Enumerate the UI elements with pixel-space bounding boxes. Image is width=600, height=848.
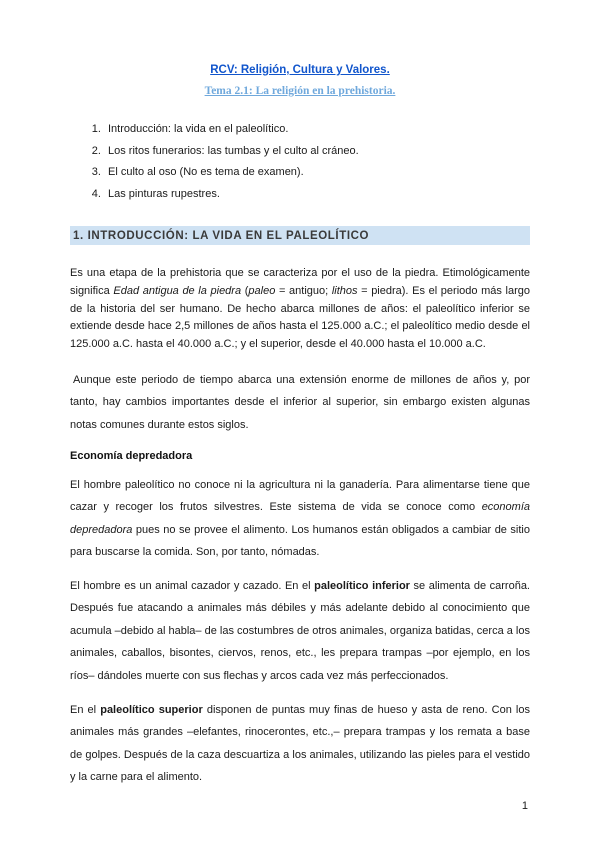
outline-item-2: 2. Los ritos funerarios: las tumbas y el culto al cráneo.	[104, 145, 530, 157]
document-subtitle: Tema 2.1: La religión en la prehistoria.	[204, 85, 396, 97]
paragraph-paleolitico-inferior: El hombre es un animal cazador y cazado. En el paleolítico inferior se alimenta de carroña. Después fue atacando a animales más débiles y más adelante debido al conocimiento que acumula –debido al habla– de las costumbres de otros animales, organiza batidas, cerca a los animales, caballos, bisontes, ciervos, renos, etc., les prepara trampas –por ejemplo, en los ríos– dándoles muerte con sus flechas y arcos cada vez más perfeccionados.	[70, 579, 530, 682]
outline-item-4: 4. Las pinturas rupestres.	[104, 188, 530, 200]
paragraph-economia-1: El hombre paleolítico no conoce ni la agricultura ni la ganadería. Para alimentarse tiene que cazar y recoger los frutos silvestres. Este sistema de vida se conoce como economía depredadora pues no se provee el alimento. Los humanos están obligados a cambiar de sitio para buscarse la comida. Son, por tanto, nómadas.	[70, 478, 530, 559]
paragraph-intro: Es una etapa de la prehistoria que se caracteriza por el uso de la piedra. Etimológicamente significa Edad antigua de la piedra (paleo = antiguo; lithos = piedra). Es el periodo más largo de la historia del ser humano. De hecho abarca millones de años: el paleolítico inferior se extiende desde hace 2,5 millones de años hasta el 125.000 a.C.; el paleolítico medio desde el 125.000 a.C. hasta el 40.000 a.C.; y el superior, desde el 40.000 hasta el 10.000 a.C.	[70, 266, 531, 351]
outline-item-1: 1. Introducción: la vida en el paleolítico.	[104, 123, 530, 135]
document-title: RCV: Religión, Cultura y Valores.	[210, 64, 390, 76]
outline-item-3: 3. El culto al oso (No es tema de examen).	[104, 166, 530, 178]
outline-list	[88, 123, 530, 200]
section-heading: 1. INTRODUCCIÓN: LA VIDA EN EL PALEOLÍTICO	[70, 226, 530, 245]
page-number: 1	[521, 800, 528, 812]
paragraph-period-overview: Aunque este periodo de tiempo abarca una extensión enorme de millones de años y, por tanto, hay cambios importantes desde el inferior al superior, sin embargo existen algunas notas comunes durante estos siglos.	[70, 373, 530, 432]
paragraph-paleolitico-superior: En el paleolítico superior disponen de puntas muy finas de hueso y asta de reno. Con los animales más grandes –elefantes, rinocerontes, etc.,– prepara trampas y los remata a base de golpes. Después de la caza descuartiza a los animales, utilizando las pieles para el vestido y la carne para el alimento.	[70, 703, 530, 784]
subsection-heading-economia: Economía depredadora	[70, 449, 193, 462]
